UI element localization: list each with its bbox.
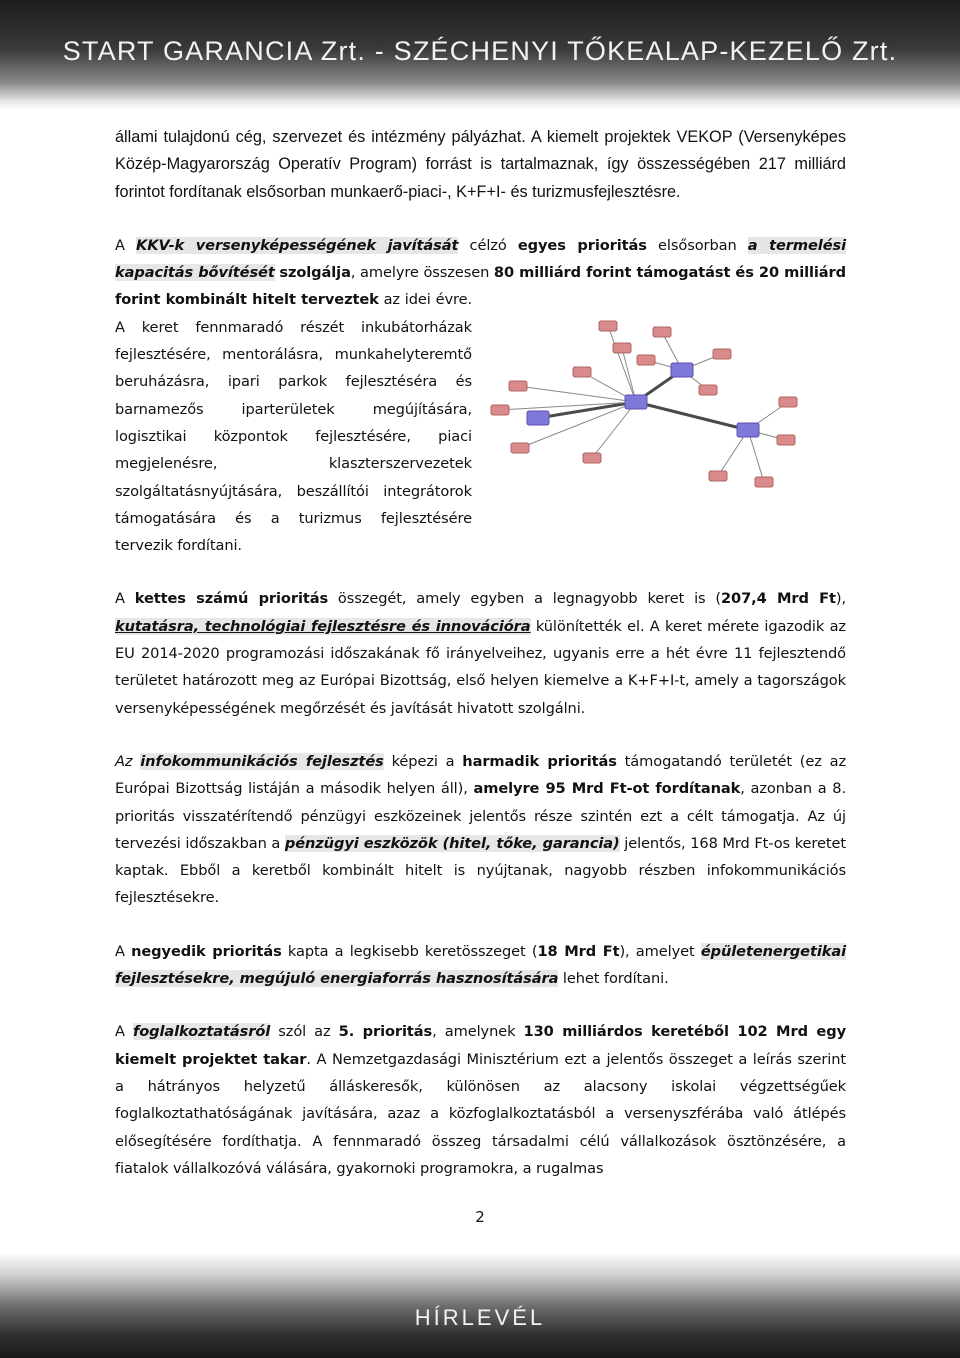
network-hub <box>671 363 693 377</box>
link-line <box>608 326 636 402</box>
network-node <box>755 477 773 487</box>
network-node <box>583 453 601 463</box>
link-line <box>622 348 636 402</box>
network-diagram-figure <box>486 290 846 518</box>
network-node <box>777 435 795 445</box>
page-header <box>0 0 960 110</box>
network-node <box>511 443 529 453</box>
paragraph-priority-2: A kettes számú prioritás összegét, amely egyben a legnagyobb keret is (207,4 Mrd Ft), kutatásra, technológiai fejlesztésre és innovációra különítették el. A keret mérete igazodik az EU 2014-2020 programozási időszakának fő irányelveihez, ugyanis erre a hét évre 11 fejlesztendő területet határozott meg az Európai Bizottság, első helyen kiemelve a K+F+I-t, amely a tagországok versenyképességének megőrzését és javítását hivatott szolgálni. <box>115 590 846 717</box>
link-line <box>636 402 748 430</box>
network-node <box>653 327 671 337</box>
paragraph-priority-3: Az infokommunikációs fejlesztés képezi a harmadik prioritás támogatandó területét (ez az Európai Bizottság listáján a második helyen áll), amelyre 95 Mrd Ft-ot fordítanak, azonban a 8. prioritás visszatérítendő pénzügyi eszközeinek jelentős része szintén ezt a célt támogatja. Az új tervezési időszakban a pénzügyi eszközök (hitel, tőke, garancia) jelentős, 168 Mrd Ft-os keretet kaptak. Ebből a keretből kombinált hitelt is nyújtanak, nagyobb részben infokommunikációs fejlesztésekre. <box>115 752 847 907</box>
network-node <box>713 349 731 359</box>
link-line <box>518 386 636 402</box>
network-hub <box>625 395 647 409</box>
footer-title: HÍRLEVÉL <box>414 1305 546 1330</box>
network-diagram-icon <box>486 290 846 518</box>
paragraph-priority-1: A KKV-k versenyképességének javítását célzó egyes prioritás elsősorban a termelési kapacitás bővítését szolgálja, amelyre összesen 80 milliárd forint támogatást és 20 milliárd forint kombinált hitelt terveztek az idei évre. A keret fennmaradó részét inkubátorházak fejlesztésére, mentorálásra, munkahelyteremtő beruházásra, ipari parkok fejlesztéséra és barnamezős iparterületek megújítására, logisztikai központok fejlesztésére, piaci megjelenésre, klaszterszervezetek szolgáltatásnyújtására, beszállítói integrátorok támogatására és a turizmus fejlesztésére tervezik fordítani. <box>115 236 846 555</box>
network-node <box>599 321 617 331</box>
network-node <box>779 397 797 407</box>
network-node <box>509 381 527 391</box>
header-title: START GARANCIA Zrt. - SZÉCHENYI TŐKEALAP-KEZELŐ Zrt. <box>62 36 898 66</box>
network-node <box>637 355 655 365</box>
page-number: 2 <box>475 1208 485 1226</box>
page-footer <box>0 1252 960 1358</box>
network-hub <box>527 411 549 425</box>
network-node <box>709 471 727 481</box>
network-node <box>491 405 509 415</box>
link-line <box>748 430 764 482</box>
document-body <box>115 124 846 1208</box>
network-node <box>613 343 631 353</box>
network-node <box>699 385 717 395</box>
paragraph-priority-4: A negyedik prioritás kapta a legkisebb keretösszeget (18 Mrd Ft), amelyet épületenergetikai fejlesztésekre, megújuló energiaforrás hasznosítására lehet fordítani. <box>115 942 846 988</box>
paragraph-intro: állami tulajdonú cég, szervezet és intézmény pályázhat. A kiemelt projektek VEKOP (Versenyképes Közép-Magyarország Operatív Program) forrást is tartalmaznak, így összességében 217 milliárd forintot fordítanak elsősorban munkaerő-piaci-, K+F+I- és turizmusfejlesztésre. <box>115 128 846 201</box>
network-hub <box>737 423 759 437</box>
paragraph-priority-5: A foglalkoztatásról szól az 5. prioritás, amelynek 130 milliárdos keretéből 102 Mrd egy kiemelt projektet takar. A Nemzetgazdasági Minisztérium ezt a jelentős összeget a leírás szerint a hátrányos helyzetű álláskeresők, különösen az alacsony iskolai végzettségűek foglalkoztathatóságának javítására, azaz a közfoglalkoztatásból a versenyszférába való átlépés elősegítésére fordíthatja. A fennmaradó összeg társadalmi célú vállalkozások ösztönzésére, a fiatalok vállalkozóvá válására, gyakornoki programokra, a rugalmas <box>115 1023 846 1177</box>
network-node <box>573 367 591 377</box>
